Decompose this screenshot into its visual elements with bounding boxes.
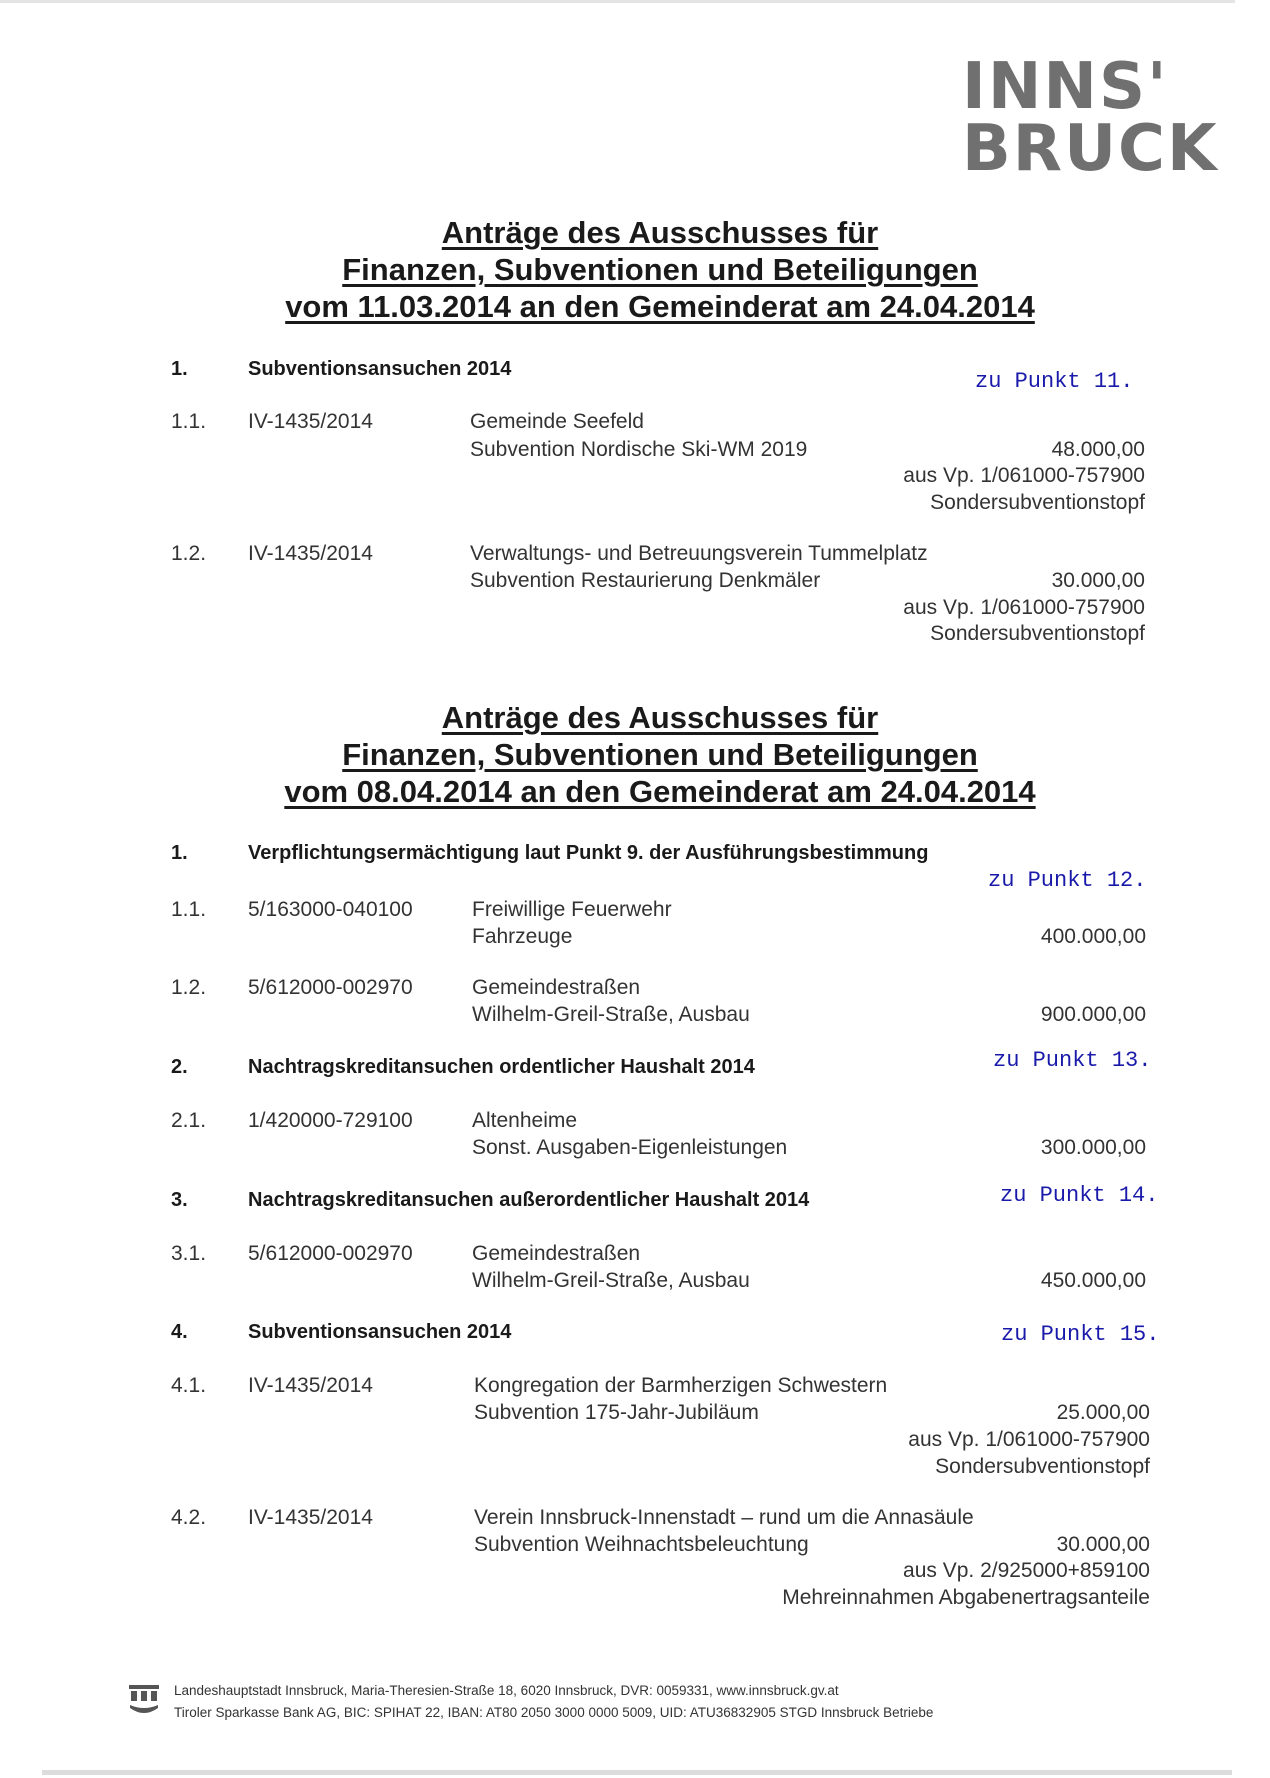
heading-line: Finanzen, Subventionen und Beteiligungen	[342, 737, 978, 772]
item-line2: Subvention Weihnachtsbeleuchtung	[474, 1533, 809, 1556]
item-reference: IV-1435/2014	[248, 542, 373, 565]
innsbruck-logo	[962, 50, 1222, 186]
logo-line-2: BRUCK	[962, 112, 1219, 186]
item-source: aus Vp. 2/925000+859100	[903, 1559, 1150, 1582]
item-source: aus Vp. 1/061000-757900	[903, 464, 1145, 487]
section-title: Subventionsansuchen 2014	[248, 1321, 512, 1343]
item-line1: Freiwillige Feuerwehr	[472, 898, 672, 921]
item-source-detail: Sondersubventionstopf	[935, 1455, 1150, 1478]
item-source-detail: Sondersubventionstopf	[930, 491, 1145, 514]
item-number: 4.1.	[171, 1374, 207, 1397]
item-number: 1.2.	[171, 976, 207, 999]
item-number: 1.1.	[171, 410, 207, 433]
item-reference: IV-1435/2014	[248, 410, 373, 433]
item-source-detail: Mehreinnahmen Abgabenertragsanteile	[782, 1586, 1150, 1609]
item-reference: 5/612000-002970	[248, 1242, 413, 1265]
section-number: 4.	[171, 1321, 188, 1343]
item-source-detail: Sondersubventionstopf	[930, 622, 1145, 645]
section-number: 1.	[171, 358, 188, 380]
footer-address: Landeshauptstadt Innsbruck, Maria-Theresien-Straße 18, 6020 Innsbruck, DVR: 0059331, www.innsbruck.gv.at	[174, 1683, 839, 1698]
item-number: 3.1.	[171, 1242, 207, 1265]
block1-heading	[190, 214, 1130, 325]
item-number: 1.2.	[171, 542, 207, 565]
heading-line: vom 08.04.2014 an den Gemeinderat am 24.04.2014	[284, 774, 1036, 809]
item-line2: Fahrzeuge	[472, 925, 573, 948]
section-number: 3.	[171, 1189, 188, 1211]
scan-edge-top	[0, 0, 1235, 3]
handwritten-note: zu Punkt 13.	[993, 1048, 1152, 1073]
section-title: Verpflichtungsermächtigung laut Punkt 9. der Ausführungsbestimmung	[248, 842, 929, 864]
item-line1: Altenheime	[472, 1109, 578, 1132]
item-line2: Sonst. Ausgaben-Eigenleistungen	[472, 1136, 788, 1159]
section-title: Nachtragskreditansuchen ordentlicher Haushalt 2014	[248, 1056, 755, 1078]
footer-bank-details: Tiroler Sparkasse Bank AG, BIC: SPIHAT 22, IBAN: AT80 2050 3000 0000 5009, UID: ATU36832905 STGD Innsbruck Betriebe	[174, 1705, 934, 1720]
scan-edge-bottom	[42, 1770, 1232, 1775]
handwritten-note: zu Punkt 11.	[975, 369, 1134, 394]
block2-heading	[190, 699, 1130, 810]
section-number: 2.	[171, 1056, 188, 1078]
item-line1: Gemeindestraßen	[472, 976, 641, 999]
heading-line: Finanzen, Subventionen und Beteiligungen	[342, 252, 978, 287]
item-line2: Subvention 175-Jahr-Jubiläum	[474, 1401, 759, 1424]
item-amount: 450.000,00	[1040, 1269, 1146, 1292]
item-reference: 5/163000-040100	[248, 898, 413, 921]
item-line2: Wilhelm-Greil-Straße, Ausbau	[472, 1003, 750, 1026]
handwritten-note: zu Punkt 12.	[988, 868, 1147, 893]
item-line1: Kongregation der Barmherzigen Schwestern	[474, 1374, 888, 1397]
section-number: 1.	[171, 842, 188, 864]
heading-line: Anträge des Ausschusses für	[441, 215, 879, 250]
item-amount: 25.000,00	[1056, 1401, 1150, 1424]
item-amount: 400.000,00	[1040, 925, 1146, 948]
section-title: Nachtragskreditansuchen außerordentlicher Haushalt 2014	[248, 1189, 810, 1211]
item-line2: Subvention Restaurierung Denkmäler	[470, 569, 821, 592]
handwritten-note: zu Punkt 15.	[1001, 1322, 1160, 1347]
item-amount: 900.000,00	[1040, 1003, 1146, 1026]
item-line1: Gemeinde Seefeld	[470, 410, 644, 433]
item-number: 2.1.	[171, 1109, 207, 1132]
item-line1: Verein Innsbruck-Innenstadt – rund um die Annasäule	[474, 1506, 974, 1529]
city-crest-icon	[128, 1683, 160, 1719]
handwritten-note: zu Punkt 14.	[1000, 1183, 1159, 1208]
item-source: aus Vp. 1/061000-757900	[903, 596, 1145, 619]
item-reference: IV-1435/2014	[248, 1506, 373, 1529]
item-line1: Gemeindestraßen	[472, 1242, 641, 1265]
item-number: 1.1.	[171, 898, 207, 921]
item-reference: 5/612000-002970	[248, 976, 413, 999]
logo-line-1: INNS'	[962, 50, 1169, 124]
item-amount: 48.000,00	[1051, 438, 1145, 461]
item-reference: 1/420000-729100	[248, 1109, 413, 1132]
item-line2: Subvention Nordische Ski-WM 2019	[470, 438, 808, 461]
item-line1: Verwaltungs- und Betreuungsverein Tummelplatz	[470, 542, 928, 565]
heading-line: vom 11.03.2014 an den Gemeinderat am 24.04.2014	[285, 289, 1035, 324]
heading-line: Anträge des Ausschusses für	[441, 700, 879, 735]
item-reference: IV-1435/2014	[248, 1374, 373, 1397]
item-amount: 300.000,00	[1040, 1136, 1146, 1159]
item-amount: 30.000,00	[1056, 1533, 1150, 1556]
item-line2: Wilhelm-Greil-Straße, Ausbau	[472, 1269, 750, 1292]
section-title: Subventionsansuchen 2014	[248, 358, 512, 380]
item-number: 4.2.	[171, 1506, 207, 1529]
item-amount: 30.000,00	[1051, 569, 1145, 592]
item-source: aus Vp. 1/061000-757900	[908, 1428, 1150, 1451]
